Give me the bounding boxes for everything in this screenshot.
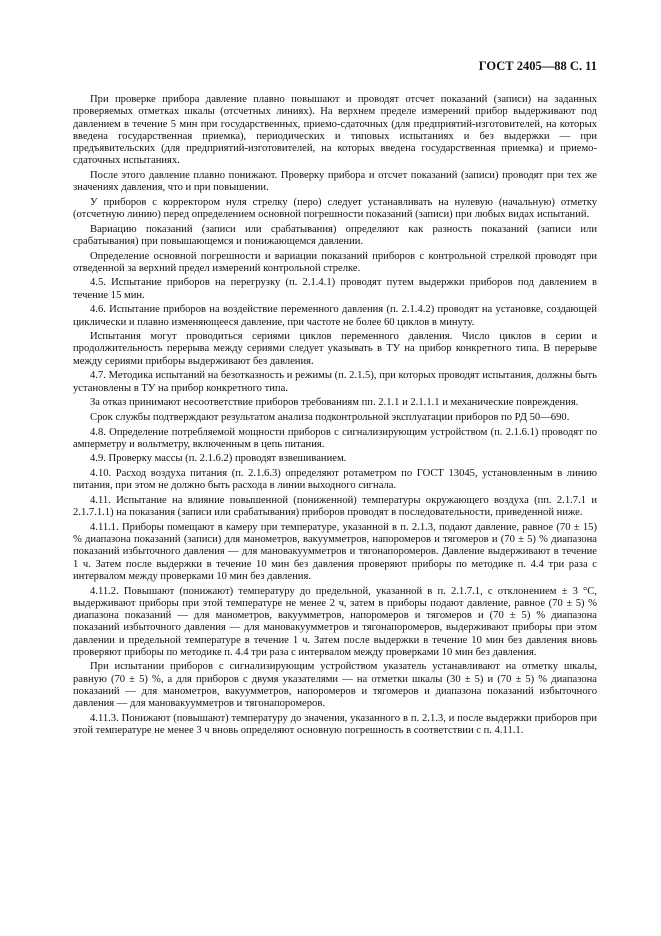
paragraph: 4.10. Расход воздуха питания (п. 2.1.6.3) определяют ротаметром по ГОСТ 13045, установленным в линию питания, при этом не должно быть расхода в линии выходного сигнала. (73, 468, 597, 492)
paragraph: 4.8. Определение потребляемой мощности приборов с сигнализирующим устройством (п. 2.1.6.1) проводят по амперметру и вольтметру, включенным в цепь питания. (73, 426, 597, 450)
paragraph: 4.11.2. Повышают (понижают) температуру до предельной, указанной в п. 2.1.7.1, с отклонением ± 3 °С, выдерживают приборы при этой температуре не менее 2 ч, затем в приборы подают давление, равное (70 ± 5) % диапазона показаний — для манометров, вакуумметров, напоромеров и тягомеров и (70 ± 5) % диапазона показаний избыточного давления — для мановакуумметров и тягонапоромеров, выдерживают приборы при этом давлении и предельной температуре в течение 1 ч. Затем после выдержки в течение 10 мин без давления вновь проверяют приборы по методике п. 4.4 три раза с интервалом между проверками 10 мин без давления. (73, 585, 597, 658)
paragraph: При испытании приборов с сигнализирующим устройством указатель устанавливают на отметку шкалы, равную (70 ± 5) %, а для приборов с двумя указателями — на отметки шкалы (30 ± 5) и (70 ± 5) % диапазона показаний — для манометров, вакуумметров, напоромеров и тягомеров и диапазона показаний избыточного давления — для мановакуумметров и тягонапоромеров. (73, 661, 597, 710)
paragraph: 4.11.3. Понижают (повышают) температуру до значения, указанного в п. 2.1.3, и после выдержки приборов при этой температуре не менее 3 ч вновь определяют основную погрешность в соответствии с п. 4.11.1. (73, 712, 597, 737)
paragraph: За отказ принимают несоответствие приборов требованиям пп. 2.1.1 и 2.1.1.1 и механические повреждения. (90, 397, 579, 409)
paragraph: 4.9. Проверку массы (п. 2.1.6.2) проводят взвешиванием. (90, 453, 347, 465)
page-header: ГОСТ 2405—88 С. 11 (478, 59, 597, 73)
paragraph: У приборов с корректором нуля стрелку (перо) следует устанавливать на нулевую (начальную) отметку (отсчетную линию) перед определением основной погрешности показаний (записи) при любых видах испытаний. (73, 196, 597, 221)
paragraph: Вариацию показаний (записи или срабатывания) определяют как разность показаний (записи или срабатывания) при повышающемся и понижающемся давлении. (73, 223, 597, 247)
paragraph: При проверке прибора давление плавно повышают и проводят отсчет показаний (записи) на заданных проверяемых отметках шкалы (отсчетных линиях). На верхнем пределе измерений прибор выдерживают под давлением в течение 5 мин при государственных, приемо-сдаточных (для предприятий-изготовителей, на которых введена государственная приемка), периодических и типовых испытаниях и без выдержки — при предъявительских (для предприятий-изготовителей, на которых введена государственная приемка) и приемо-сдаточных испытаниях. (73, 94, 597, 167)
paragraph: 4.11. Испытание на влияние повышенной (пониженной) температуры окружающего воздуха (пп. 2.1.7.1 и 2.1.7.1.1) на показания (записи или срабатывания) приборов проводят в последовательности, приведенной ниже. (73, 494, 597, 519)
paragraph: Определение основной погрешности и вариации показаний приборов с контрольной стрелкой проводят при отведенной за верхний предел измерений контрольной стрелке. (73, 250, 597, 274)
paragraph: 4.7. Методика испытаний на безотказность и режимы (п. 2.1.5), при которых проводят испытания, должны быть установлены в ТУ на прибор конкретного типа. (73, 370, 597, 394)
paragraph: 4.6. Испытание приборов на воздействие переменного давления (п. 2.1.4.2) проводят на установке, создающей циклически и плавно изменяющееся давление, при частоте не более 60 циклов в минуту. (73, 304, 597, 328)
document-body (73, 94, 597, 740)
paragraph: 4.11.1. Приборы помещают в камеру при температуре, указанной в п. 2.1.3, подают давление, равное (70 ± 15) % диапазона показаний (записи) для манометров, вакуумметров, напоромеров и тягомеров и (70 ± 5) % диапазона показаний избыточного давления — для мановакуумметров и тягонапоромеров. Давление выдерживают в течение 1 ч. Затем после выдержки в течение 10 мин без давления проверяют приборы по методике п. 4.4 три раза с интервалом между проверками 10 мин без давления. (73, 521, 597, 582)
paragraph: Испытания могут проводиться сериями циклов переменного давления. Число циклов в серии и продолжительность перерыва между сериями следует указывать в ТУ на прибор конкретного типа. В перерыве между сериями приборы выдерживают без давления. (73, 331, 597, 367)
paragraph: После этого давление плавно понижают. Проверку прибора и отсчет показаний (записи) проводят при тех же значениях давления, что и при повышении. (73, 169, 597, 194)
paragraph: 4.5. Испытание приборов на перегрузку (п. 2.1.4.1) проводят путем выдержки приборов под давлением в течение 15 мин. (73, 277, 597, 301)
paragraph: Срок службы подтверждают результатом анализа подконтрольной эксплуатации приборов по РД 50—690. (90, 411, 570, 423)
